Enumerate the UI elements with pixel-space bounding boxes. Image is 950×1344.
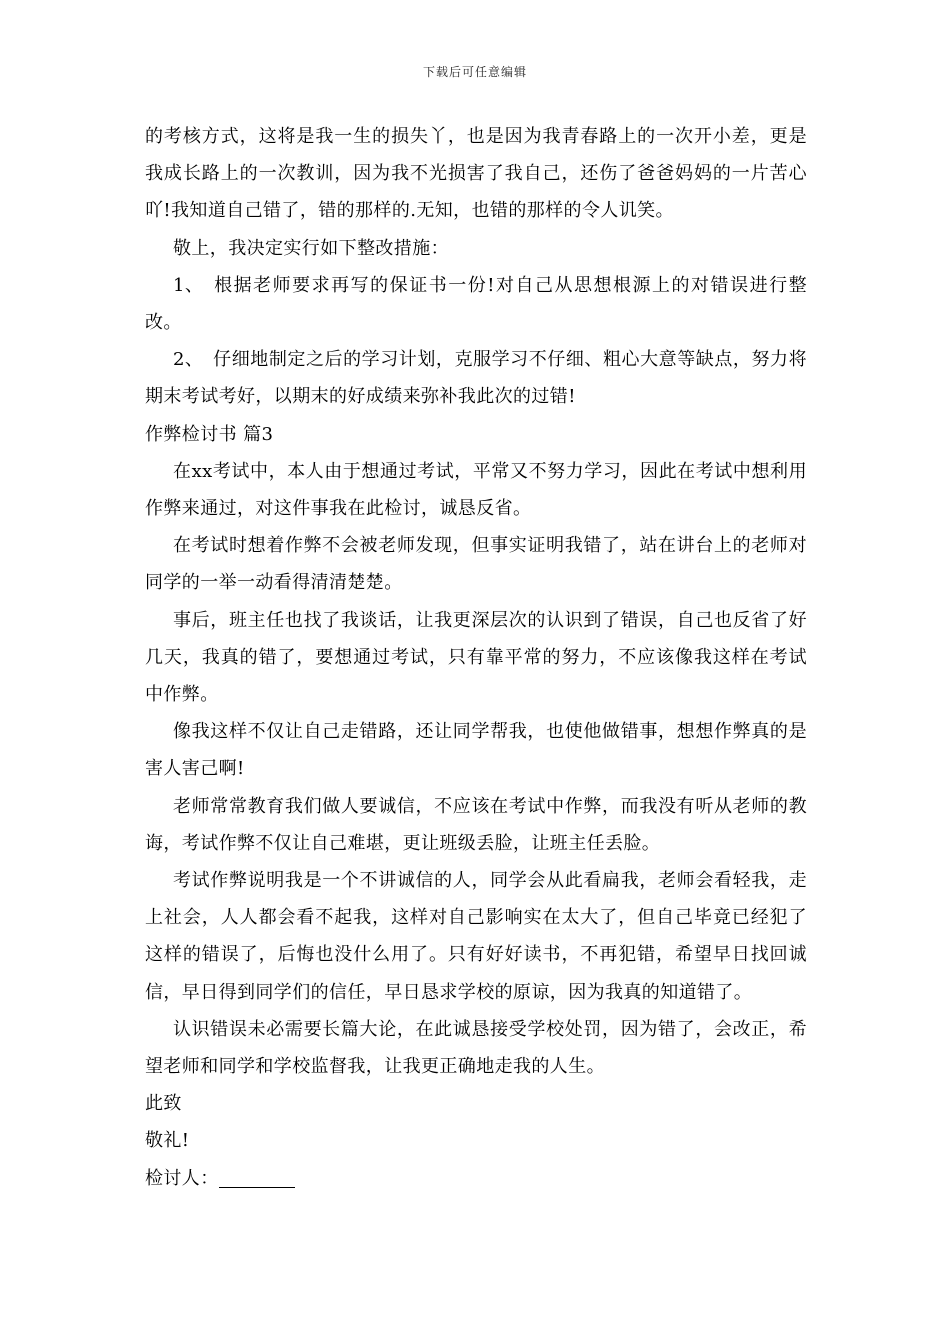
list-item-1 [145,267,807,341]
signature-label: 检讨人： [145,1167,219,1189]
paragraph-6: 像我这样不仅让自己走错路，还让同学帮我，也使他做错事，想想作弊真的是害人害己啊! [145,721,807,780]
document-body [145,118,807,1197]
paragraph-8: 考试作弊说明我是一个不讲诚信的人，同学会从此看扁我，老师会看轻我，走上社会，人人都会看不起我，这样对自己影响实在太大了，但自己毕竟已经犯了这样的错误了，后悔也没什么用了。只有好好读书，不再犯错，希望早日找回诚信，早日得到同学们的信任，早日恳求学校的原谅，因为我真的知道错了。 [145,870,807,1003]
list-item-2-number: 2、 [173,349,204,371]
list-item-2-text: 仔细地制定之后的学习计划，克服学习不仔细、粗心大意等缺点，努力将期末考试考好，以期末的好成绩来弥补我此次的过错! [145,349,807,408]
list-item-1-text: 根据老师要求再写的保证书一份!对自己从思想根源上的对错误进行整改。 [145,274,807,334]
paragraph-9: 认识错误未必需要长篇大论，在此诚恳接受学校处罚，因为错了，会改正，希望老师和同学和学校监督我，让我更正确地走我的人生。 [145,1018,807,1078]
list-item-1-number: 1、 [173,274,204,296]
signature-line [145,1160,807,1197]
section-title: 作弊检讨书 篇3 [145,423,274,445]
paragraph-3: 在xx考试中，本人由于想通过考试，平常又不努力学习，因此在考试中想利用作弊来通过，对这件事我在此检讨，诚恳反省。 [145,460,807,520]
closing-regards: 敬礼! [145,1130,190,1152]
list-item-2 [145,341,807,415]
page-header-note: 下载后可任意编辑 [422,65,527,79]
paragraph-7: 老师常常教育我们做人要诚信，不应该在考试中作弊，而我没有听从老师的教诲，考试作弊不仅让自己难堪，更让班级丢脸，让班主任丢脸。 [145,795,807,854]
paragraph-measures-intro: 敬上，我决定实行如下整改措施： [173,237,449,259]
paragraph-4: 在考试时想着作弊不会被老师发现，但事实证明我错了，站在讲台上的老师对同学的一举一动看得清清楚楚。 [145,535,807,594]
paragraph-5: 事后，班主任也找了我谈话，让我更深层次的认识到了错误，自己也反省了好几天，我真的错了，要想通过考试，只有靠平常的努力，不应该像我这样在考试中作弊。 [145,609,807,706]
signature-blank [219,1165,295,1188]
closing-salutation: 此致 [145,1093,182,1115]
paragraph-continuation: 的考核方式，这将是我一生的损失丫，也是因为我青春路上的一次开小差，更是我成长路上的一次教训，因为我不光损害了我自己，还伤了爸爸妈妈的一片苦心吖!我知道自己错了，错的那样的.无知，也错的那样的令人讥笑。 [145,126,807,222]
